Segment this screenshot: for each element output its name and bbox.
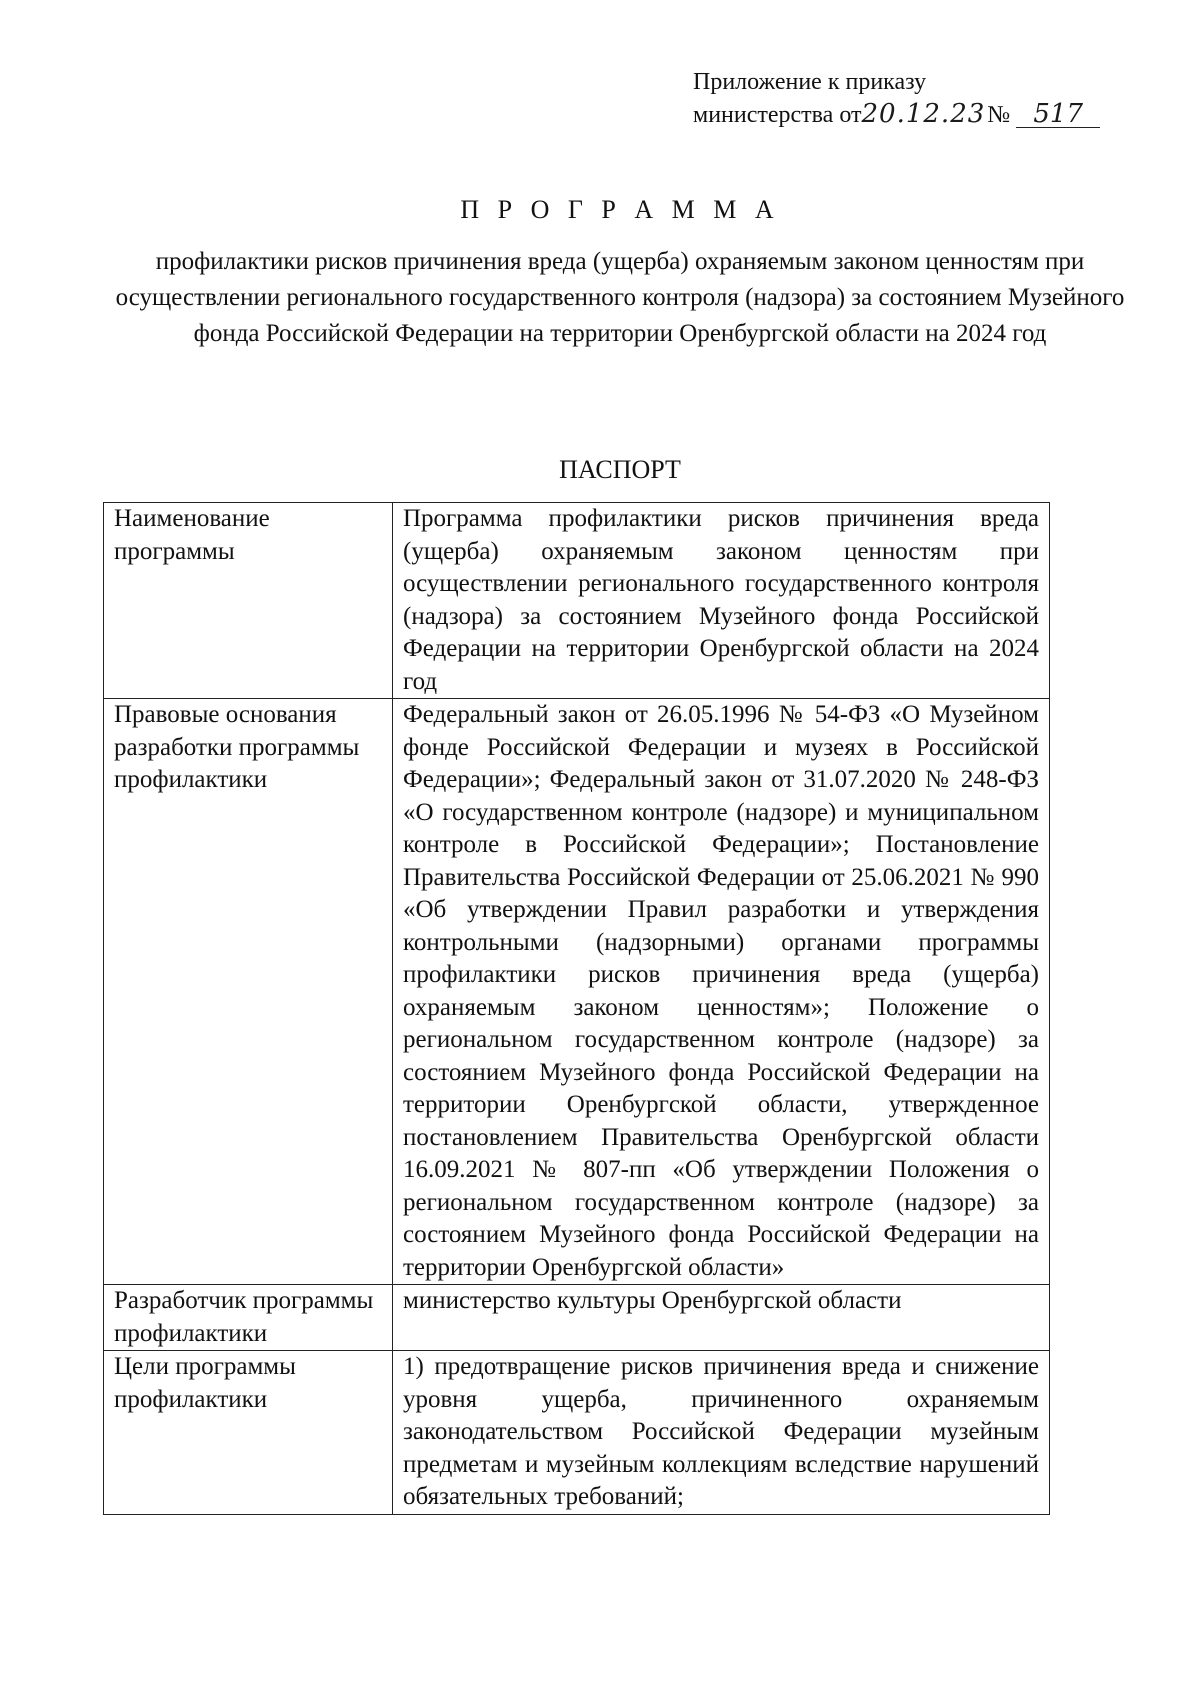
program-title: П Р О Г Р А М М А	[460, 195, 780, 224]
appendix-line-1: Приложение к приказу	[693, 69, 927, 95]
appendix-note	[693, 66, 1100, 131]
passport-table	[103, 502, 1050, 1515]
table-row	[104, 503, 1050, 699]
row-label-legal-basis: Правовые основания разработки программы профилактики	[104, 699, 393, 1285]
program-subtitle: профилактики рисков причинения вреда (ущерба) охраняемым законом ценностям при осуществлении регионального государственного контроля (надзора) за состоянием Музейного фонда Российской Федерации на территории Оренбургской области на 2024 год	[115, 248, 1125, 347]
table-row	[104, 1351, 1050, 1515]
row-label-goals: Цели программы профилактики	[104, 1351, 393, 1515]
appendix-line-2	[693, 98, 1100, 131]
row-value-goals: 1) предотвращение рисков причинения вреда и снижение уровня ущерба, причиненного охраняемым законодательством Российской Федерации музейным предметам и музейным коллекциям вследствие нарушений обязательных требований;	[393, 1351, 1050, 1515]
row-value-developer: министерство культуры Оренбургской области	[393, 1285, 1050, 1351]
row-value-legal-basis: Федеральный закон от 26.05.1996 № 54-ФЗ «О Музейном фонде Российской Федерации и музеях в Российской Федерации»; Федеральный закон от 31.07.2020 № 248-ФЗ «О государственном контроле (надзоре) и муниципальном контроле в Российской Федерации»; Постановление Правительства Российской Федерации от 25.06.2021 № 990 «Об утверждении Правил разработки и утверждения контрольными (надзорными) органами программы профилактики рисков причинения вреда (ущерба) охраняемым законом ценностям»; Положение о региональном государственном контроле (надзоре) за состоянием Музейного фонда Российской Федерации на территории Оренбургской области, утвержденное постановлением Правительства Оренбургской области 16.09.2021 № 807-пп «Об утверждении Положения о региональном государственном контроле (надзоре) за состоянием Музейного фонда Российской Федерации на территории Оренбургской области»	[393, 699, 1050, 1285]
passport-heading: ПАСПОРТ	[559, 455, 681, 484]
row-label-developer: Разработчик программы профилактики	[104, 1285, 393, 1351]
row-value-program-name: Программа профилактики рисков причинения вреда (ущерба) охраняемым законом ценностям при осуществлении регионального государственного контроля (надзора) за состоянием Музейного фонда Российской Федерации на территории Оренбургской области на 2024 год	[393, 503, 1050, 699]
appendix-line-2-prefix: министерства от	[693, 102, 862, 128]
handwritten-order-number: 517	[1016, 101, 1100, 128]
number-sign: №	[987, 102, 1011, 128]
row-label-program-name: Наименование программы	[104, 503, 393, 699]
table-row	[104, 699, 1050, 1285]
table-row	[104, 1285, 1050, 1351]
handwritten-date: 20.12.23	[861, 99, 986, 129]
